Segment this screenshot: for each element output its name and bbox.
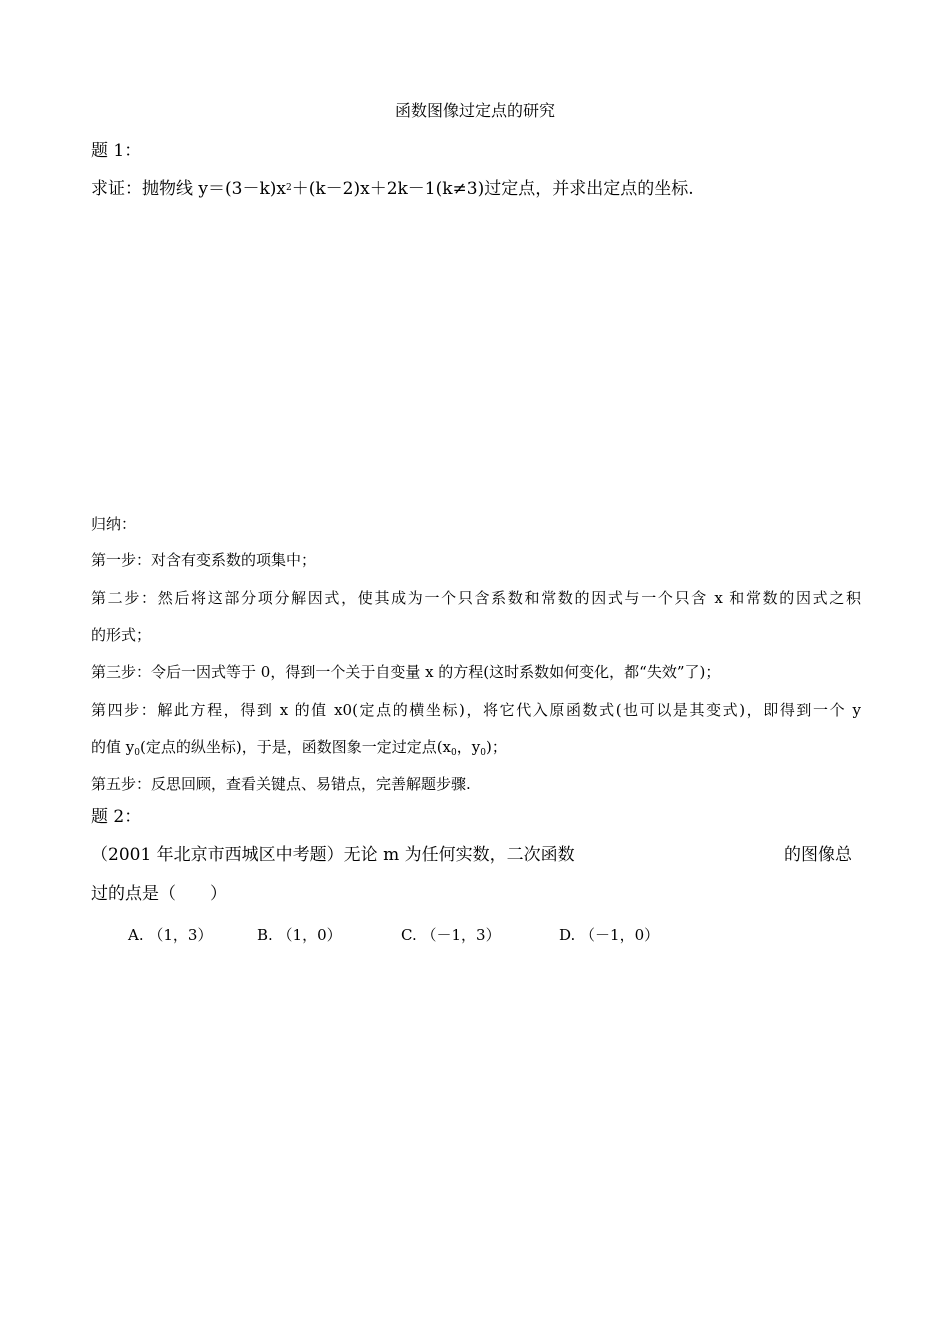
- step4-text-d: )；: [485, 738, 507, 756]
- summary-step-3: 第三步：令后一因式等于 0，得到一个关于自变量 x 的方程(这时系数如何变化，都“失效”了)；: [91, 663, 721, 681]
- summary-step-2-line-2: 的形式；: [91, 626, 152, 644]
- summary-step-2-line-1: 第二步：然后将这部分项分解因式，使其成为一个只含系数和常数的因式与一个只含 x 和常数的因式之积: [91, 589, 861, 607]
- subscript: 0: [451, 748, 457, 758]
- step4-text-a: 的值 y: [91, 738, 135, 756]
- subscript: 0: [134, 748, 140, 758]
- option-b: B. （1，0）: [257, 926, 342, 944]
- page-title: 函数图像过定点的研究: [394, 101, 555, 120]
- step4-text-b: (定点的纵坐标)，于是，函数图象一定过定点(x: [139, 738, 452, 756]
- summary-step-4-line-2: [91, 736, 507, 758]
- answer-options: [128, 924, 659, 945]
- summary-step-4-line-1: 第四步：解此方程，得到 x 的值 x0(定点的横坐标)，将它代入原函数式(也可以是其变式)，即得到一个 y: [91, 701, 861, 719]
- problem1-prefix: 求证：抛物线 y＝(3－k)x: [91, 179, 286, 199]
- problem1-statement: [91, 174, 694, 199]
- problem1-suffix: ＋(k－2)x＋2k－1(k≠3)过定点，并求出定点的坐标.: [291, 179, 694, 199]
- summary-heading: 归纳：: [91, 515, 137, 533]
- exponent: 2: [285, 183, 292, 193]
- summary-step-5: 第五步：反思回顾，查看关键点、易错点，完善解题步骤.: [91, 775, 471, 793]
- option-a: A. （1，3）: [128, 926, 213, 944]
- step4-text-c: ，y: [456, 738, 481, 756]
- problem1-label: 题 1：: [91, 141, 142, 161]
- problem2-text-line-2: 过的点是（ ）: [91, 884, 227, 904]
- summary-step-1: 第一步：对含有变系数的项集中；: [91, 551, 317, 569]
- option-d: D. （－1，0）: [559, 926, 660, 944]
- option-c: C. （－1，3）: [401, 926, 501, 944]
- subscript: 0: [480, 748, 486, 758]
- problem2-label: 题 2：: [91, 807, 142, 827]
- problem2-text-b: 的图像总: [784, 845, 852, 865]
- problem2-text-a: （2001 年北京市西城区中考题）无论 m 为任何实数，二次函数: [91, 845, 575, 865]
